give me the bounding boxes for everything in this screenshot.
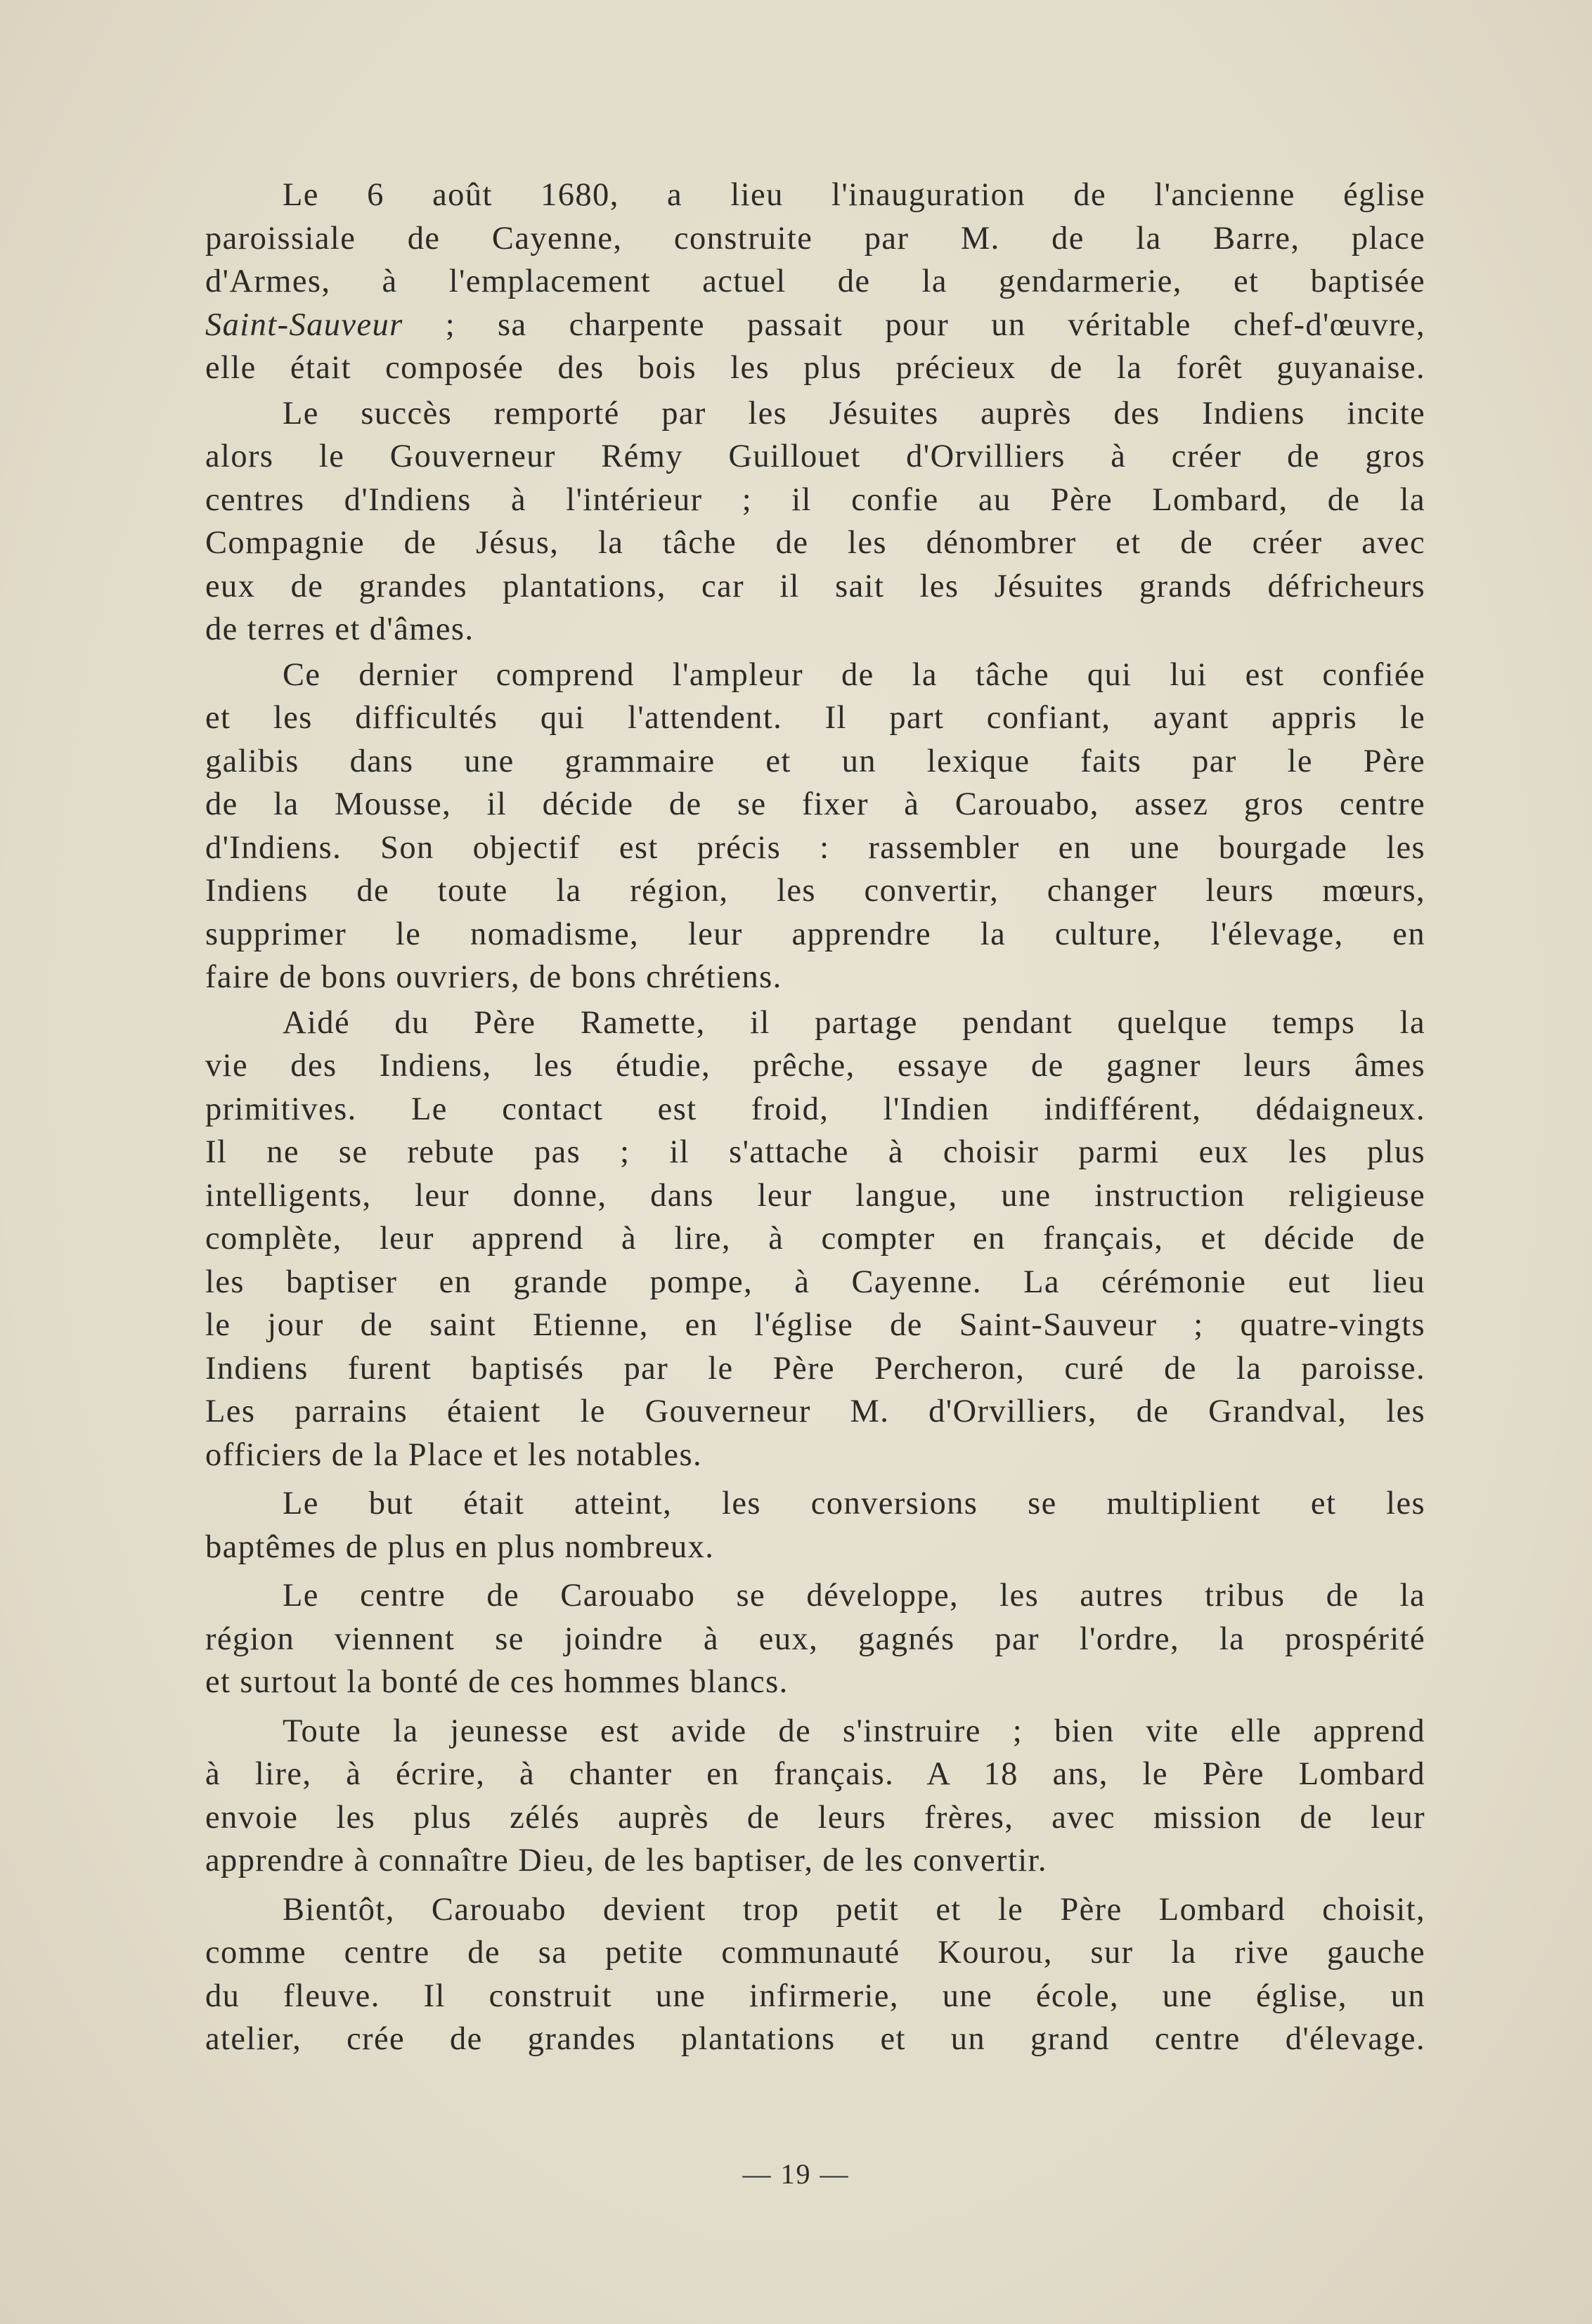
text-line: faire de bons ouvriers, de bons chrétiens.	[205, 959, 782, 995]
text-line: intelligents, leur donne, dans leur langue, une instruction religieuse	[205, 1177, 1425, 1214]
text-line: d'Indiens. Son objectif est précis : rassembler en une bourgade les	[205, 829, 1425, 866]
text-line-italic-start: Saint-Sauveur ; sa charpente passait pour un véritable chef-d'œuvre,	[205, 306, 1425, 343]
text-line: Le but était atteint, les conversions se multiplient et les	[283, 1486, 1425, 1521]
italic-title: Saint-Sauveur	[205, 306, 403, 343]
text-line: Indiens furent baptisés par le Père Percheron, curé de la paroisse.	[205, 1350, 1425, 1387]
paragraph	[205, 174, 1425, 390]
text-line: vie des Indiens, les étudie, prêche, essaye de gagner leurs âmes	[205, 1048, 1425, 1084]
text-line: centres d'Indiens à l'intérieur ; il confie au Père Lombard, de la	[205, 481, 1425, 518]
text-line: Il ne se rebute pas ; il s'attache à choisir parmi eux les plus	[205, 1134, 1425, 1170]
text-line: apprendre à connaître Dieu, de les baptiser, de les convertir.	[205, 1843, 1047, 1878]
text-line: à lire, à écrire, à chanter en français. A 18 ans, le Père Lombard	[205, 1756, 1425, 1792]
text-line: Le succès remporté par les Jésuites auprès des Indiens incite	[283, 395, 1425, 431]
text-line: elle était composée des bois les plus précieux de la forêt guyanaise.	[205, 350, 1425, 386]
paragraph	[205, 1001, 1425, 1477]
text-line: et surtout la bonté de ces hommes blancs.	[205, 1664, 789, 1700]
paragraph	[205, 1574, 1425, 1704]
text-line: eux de grandes plantations, car il sait les Jésuites grands défricheurs	[205, 568, 1425, 604]
text-line: du fleuve. Il construit une infirmerie, une école, une église, un	[205, 1978, 1425, 2014]
text-line: Aidé du Père Ramette, il partage pendant quelque temps la	[283, 1004, 1425, 1041]
page-number: — 19 —	[742, 2158, 850, 2190]
text-line: de la Mousse, il décide de se fixer à Carouabo, assez gros centre	[205, 786, 1425, 822]
text-line: supprimer le nomadisme, leur apprendre la culture, l'élevage, en	[205, 916, 1425, 952]
text-line: d'Armes, à l'emplacement actuel de la gendarmerie, et baptisée	[205, 264, 1425, 299]
paragraph	[205, 1888, 1425, 2061]
text-line: de terres et d'âmes.	[205, 611, 474, 647]
paragraph	[205, 654, 1425, 999]
text-line: baptêmes de plus en plus nombreux.	[205, 1528, 715, 1565]
text-line: et les difficultés qui l'attendent. Il part confiant, ayant appris le	[205, 700, 1425, 736]
text-line: région viennent se joindre à eux, gagnés par l'ordre, la prospérité	[205, 1621, 1425, 1657]
paragraph	[205, 1710, 1425, 1883]
text-line: le jour de saint Etienne, en l'église de Saint-Sauveur ; quatre-vingts	[205, 1307, 1425, 1343]
paragraph	[205, 392, 1425, 651]
text-line: galibis dans une grammaire et un lexique faits par le Père	[205, 743, 1425, 779]
text-line: atelier, crée de grandes plantations et un grand centre d'élevage.	[205, 2021, 1425, 2057]
text-line: Ce dernier comprend l'ampleur de la tâche qui lui est confiée	[283, 656, 1425, 693]
text-line: les baptiser en grande pompe, à Cayenne. La cérémonie eut lieu	[205, 1264, 1425, 1300]
text-line: Toute la jeunesse est avide de s'instruire ; bien vite elle apprend	[283, 1713, 1425, 1749]
text-line: Le centre de Carouabo se développe, les autres tribus de la	[283, 1578, 1425, 1614]
text-line: envoie les plus zélés auprès de leurs frères, avec mission de leur	[205, 1799, 1425, 1836]
text-line: paroissiale de Cayenne, construite par M. de la Barre, place	[205, 220, 1425, 257]
text-line: officiers de la Place et les notables.	[205, 1436, 702, 1473]
text-line: Les parrains étaient le Gouverneur M. d'Orvilliers, de Grandval, les	[205, 1394, 1425, 1429]
text-line: Bientôt, Carouabo devient trop petit et le Père Lombard choisit,	[283, 1891, 1425, 1928]
paragraph	[205, 1482, 1425, 1569]
body-text	[205, 174, 1425, 2063]
text-line: alors le Gouverneur Rémy Guillouet d'Orvilliers à créer de gros	[205, 439, 1425, 474]
text-line: primitives. Le contact est froid, l'Indien indifférent, dédaigneux.	[205, 1091, 1425, 1127]
text-line: Compagnie de Jésus, la tâche de les dénombrer et de créer avec	[205, 525, 1425, 561]
text-line: Le 6 août 1680, a lieu l'inauguration de l'ancienne église	[283, 177, 1425, 213]
text-line: comme centre de sa petite communauté Kourou, sur la rive gauche	[205, 1935, 1425, 1971]
text-line: Indiens de toute la région, les convertir, changer leurs mœurs,	[205, 873, 1425, 909]
text-line: complète, leur apprend à lire, à compter en français, et décide de	[205, 1221, 1425, 1257]
